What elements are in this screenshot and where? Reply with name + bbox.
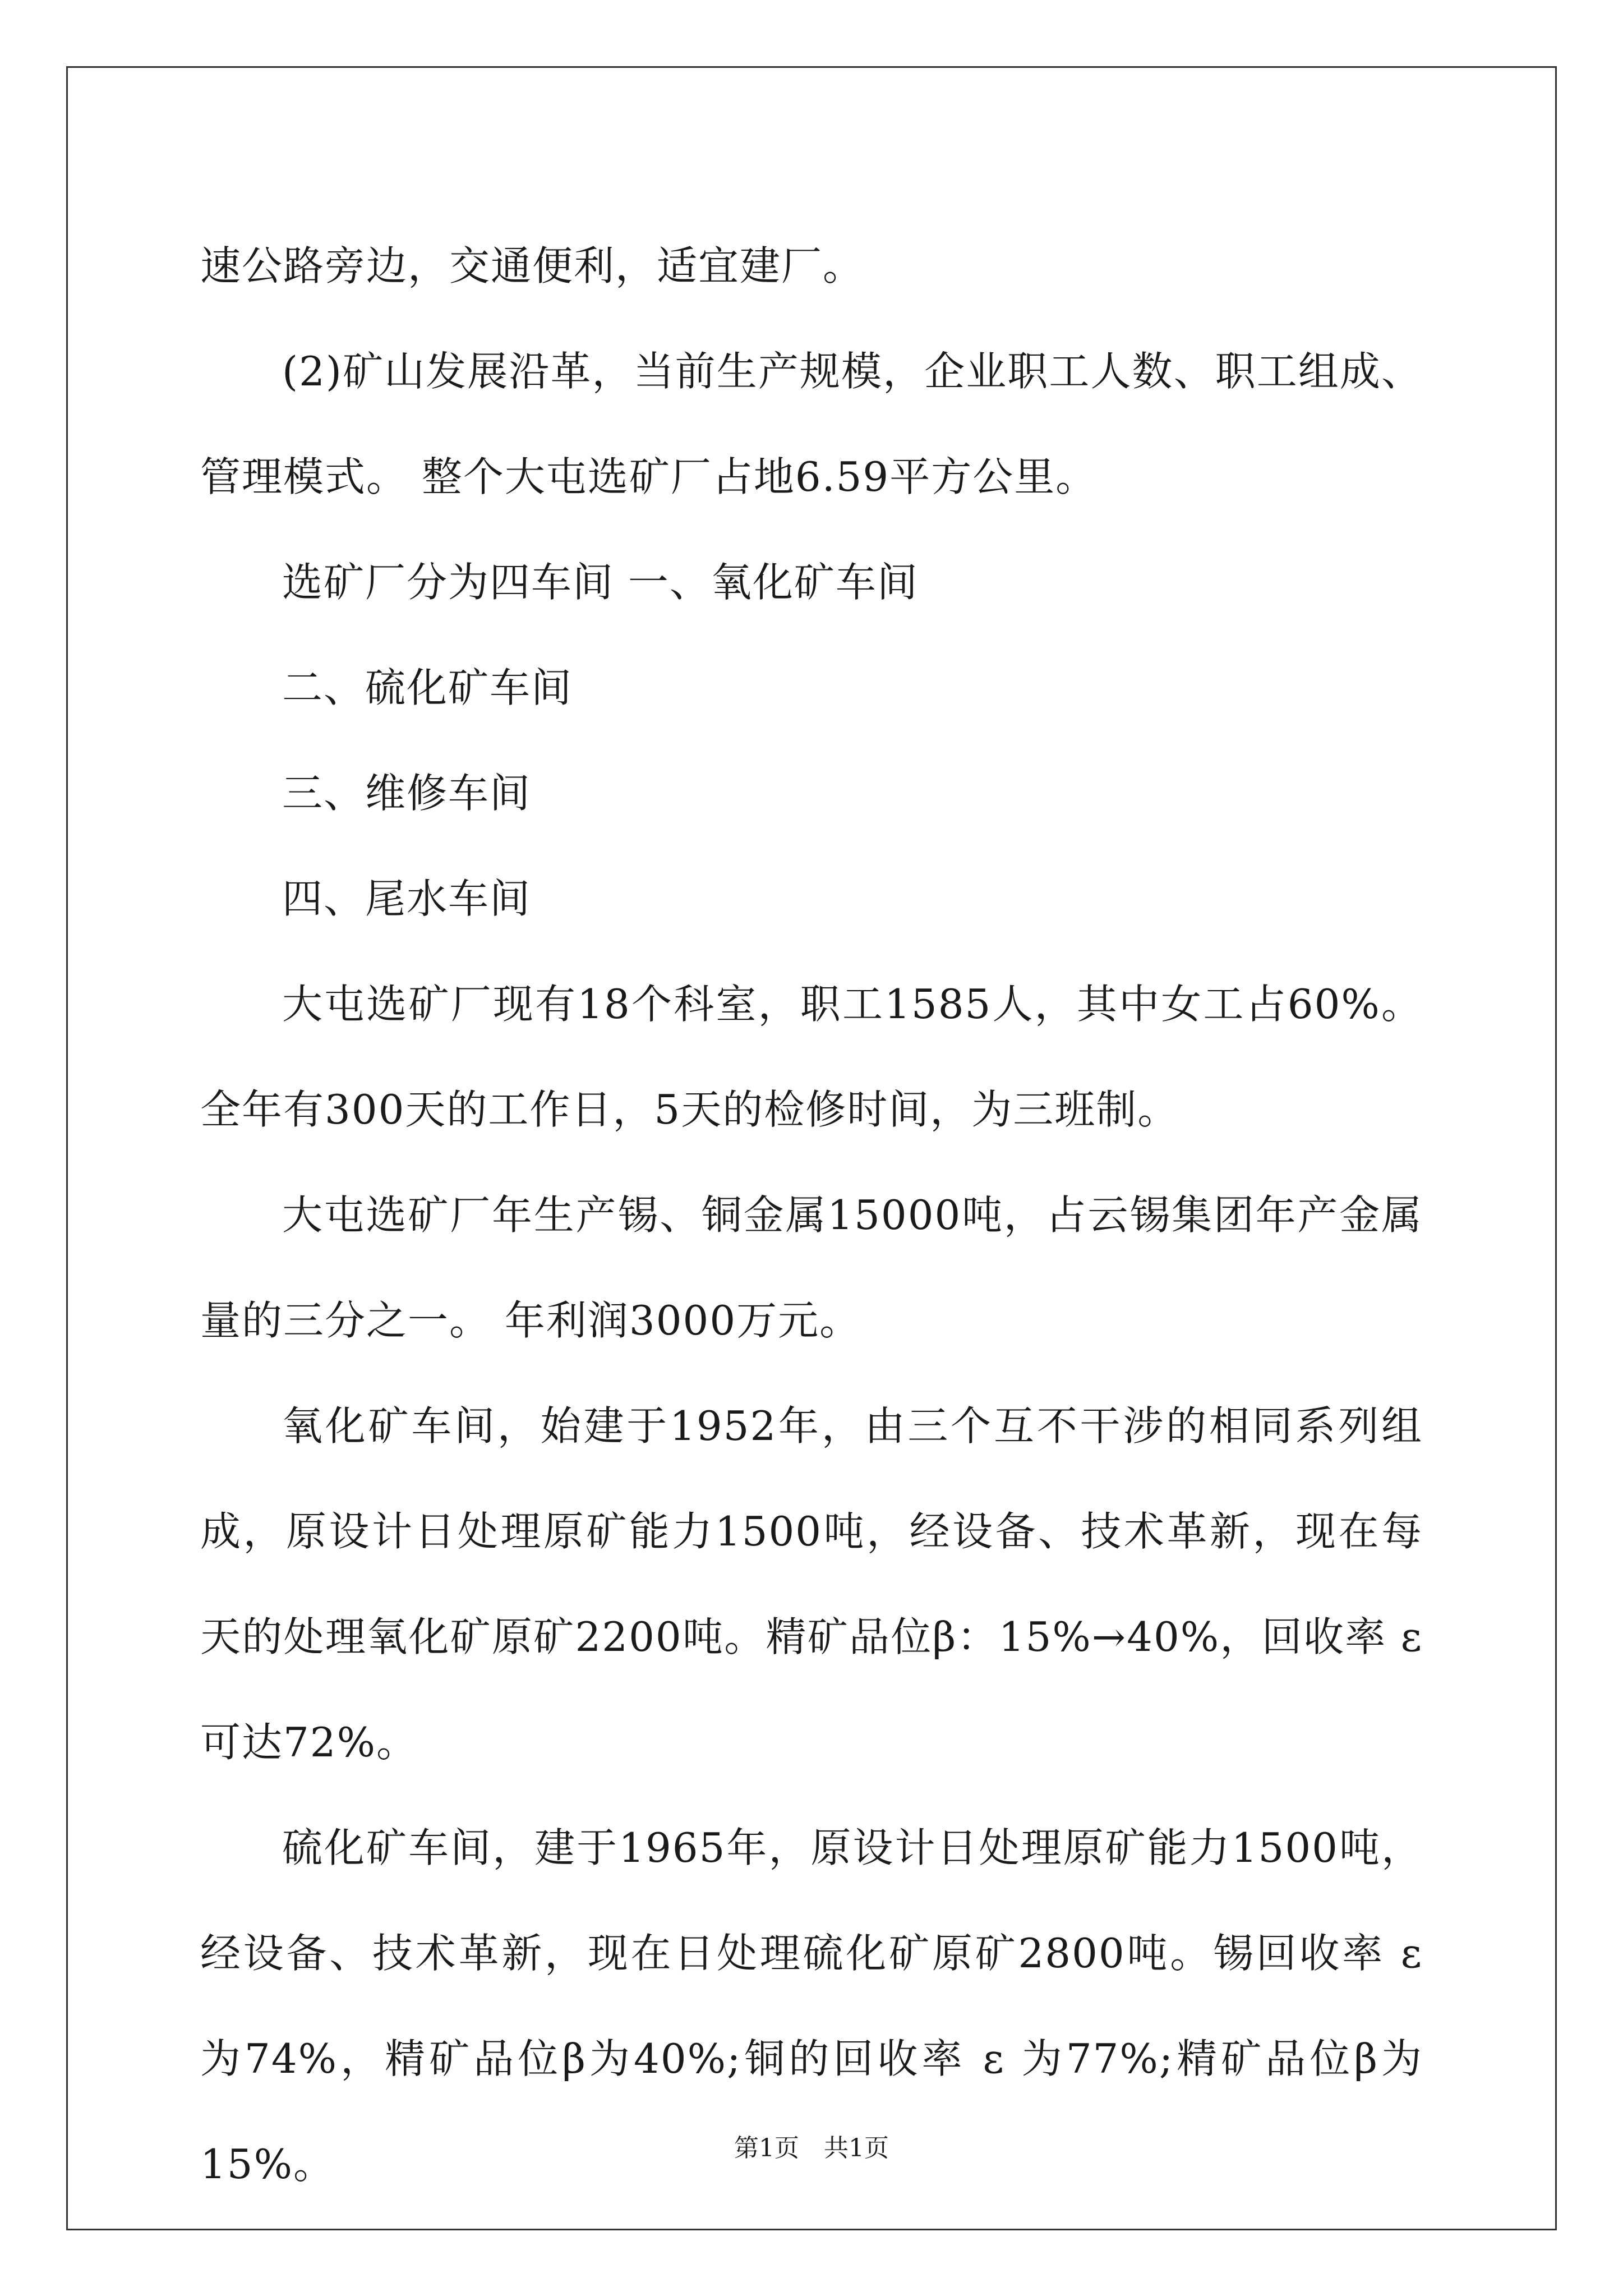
page-footer bbox=[0, 2132, 1623, 2165]
paragraph-9: 氧化矿车间，始建于1952年，由三个互不干涉的相同系列组成，原设计日处理原矿能力1500吨，经设备、技术革新，现在每天的处理氧化矿原矿2200吨。精矿品位β：15%→40%，回收率 ε 可达72%。 bbox=[200, 1402, 1423, 1766]
paragraph-3: 选矿厂分为四车间 一、氧化矿车间 bbox=[282, 559, 919, 606]
paragraph-5: 三、维修车间 bbox=[282, 770, 532, 817]
paragraph-6: 四、尾水车间 bbox=[282, 875, 532, 922]
paragraph-10: 硫化矿车间，建于1965年，原设计日处理原矿能力1500吨，经设备、技术革新，现在日处理硫化矿原矿2800吨。锡回收率 ε 为74%，精矿品位β为40%;铜的回收率 ε 为77%;精矿品位β为15%。 bbox=[200, 1824, 1423, 2188]
page-number-label: 第1页 共1页 bbox=[734, 2134, 889, 2162]
paragraph-1: 速公路旁边，交通便利，适宜建厂。 bbox=[200, 242, 865, 289]
paragraph-2: (2)矿山发展沿革，当前生产规模，企业职工人数、职工组成、管理模式。 整个大屯选矿厂占地6.59平方公里。 bbox=[200, 348, 1423, 500]
document-body bbox=[200, 213, 1423, 2217]
paragraph-4: 二、硫化矿车间 bbox=[282, 664, 573, 711]
paragraph-7: 大屯选矿厂现有18个科室，职工1585人，其中女工占60%。全年有300天的工作日，5天的检修时间，为三班制。 bbox=[200, 981, 1423, 1133]
paragraph-8: 大屯选矿厂年生产锡、铜金属15000吨，占云锡集团年产金属量的三分之一。 年利润3000万元。 bbox=[200, 1191, 1423, 1344]
